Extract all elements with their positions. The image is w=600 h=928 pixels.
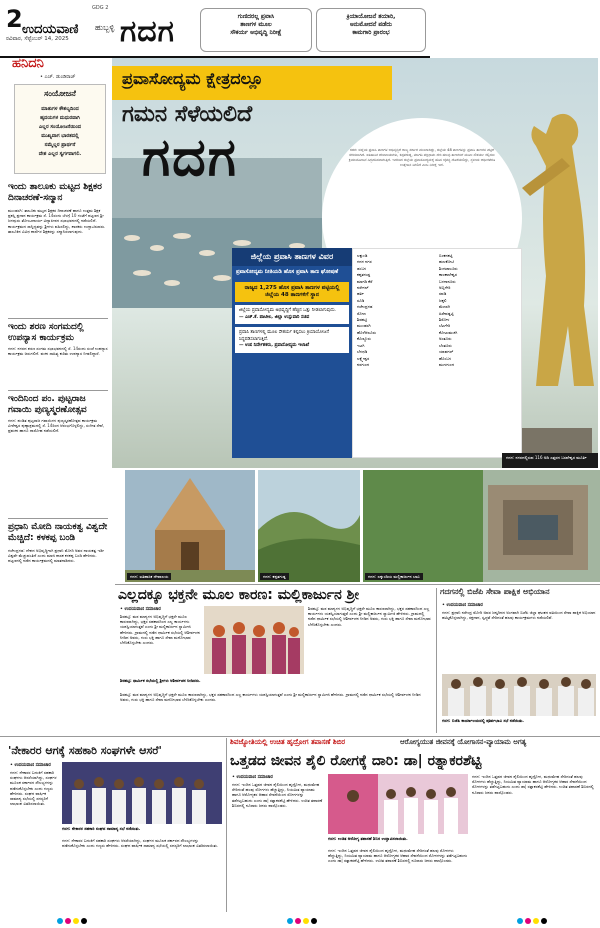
site-item: ನರೇಗಲ್ <box>357 285 369 291</box>
poem-body <box>19 105 101 159</box>
site-item: ಶಿರೋಳ <box>439 317 450 323</box>
header-box-action-plan <box>316 8 426 52</box>
hani-dani-logo: ಹನಿದನಿ <box>12 56 44 71</box>
mallikarjun-body: ಶಿರಹಟ್ಟಿ: ಮಠ ಮಾನ್ಯಗಳ ಅಭಿವೃದ್ಧಿಗೆ ಭಕ್ತರೇ ಮೂಲ ಕಾರಣರಾಗಿದ್ದು, ಭಕ್ತರ ಸಹಕಾರದಿಂದ ಎಲ್ಲ ಕಾರ್ಯಗಳು ಯಶಸ್ವಿಯಾಗುತ್ತವೆ ಎಂದು ಶ್ರೀ ಮಲ್ಲಿಕಾರ್ಜುನ ಸ್ವಾಮೀಜಿ ಹೇಳಿದರು. ಗ್ರಾಮದಲ್ಲಿ ನಡೆದ ಧಾರ್ಮಿಕ ಸಭೆಯಲ್ಲಿ ಆಶೀರ್ವಚನ ನೀಡಿದ ಅವರು, ಗುರು ಭಕ್ತಿ ಹಾಗೂ ಸೇವಾ ಮನೋಭಾವ ಬೆಳೆಸಿಕೊಳ್ಳಬೇಕು ಎಂದರು. <box>120 614 200 646</box>
nekar-headline: 'ನೇಕಾರರ ಆಗಕ್ಕೆ ಸಹಕಾರಿ ಸಂಘಗಳೇ ಆಸರೆ' <box>8 744 162 757</box>
site-item: ಮಾಗಡಿ ಕೆರೆ <box>357 278 373 284</box>
story-teachers-day-headline: ಇಂದು ತಾಲೂಕು ಮಟ್ಟದ ಶಿಕ್ಷಕರ ದಿನಾಚರಣೆ-ಸನ್ಮಾನ <box>8 182 102 203</box>
nekar-photo <box>62 762 222 824</box>
header-box-line: ಗುಣಿದರಲ್ಲ ಪ್ರವಾಸಿ <box>237 13 275 20</box>
story-lecture-headline: ಇಂದು ಶರಣ ಸಂಗಮದಲ್ಲಿ ಉಪನ್ಯಾಸ ಕಾರ್ಯಕ್ರಮ <box>8 322 84 343</box>
site-item: ಬಿಂಕದಕಟ್ಟಿ <box>439 253 453 258</box>
site-item: ಕಾಲಕಾಲೇಶ್ವರ <box>439 272 457 278</box>
newspaper-brand: ಉದಯವಾಣಿ <box>22 22 79 37</box>
site-item: ಅಂತೂರು <box>439 336 452 342</box>
header-box-line: ತಾಣಗಳ ಮೂಲ <box>240 21 272 28</box>
official-quote <box>235 327 349 353</box>
page-number: 2 <box>6 5 23 33</box>
nekar-photo-caption: ಗದಗ: ನೇಕಾರರ ಸಹಕಾರಿ ಸಂಘದ ಸಾಮಾನ್ಯ ಸಭೆ ನಡೆಯಿತು. <box>62 826 141 831</box>
section-rule <box>115 584 600 585</box>
tourism-info-title: ಜಿಲ್ಲೆಯ ಪ್ರವಾಸಿ ತಾಣಗಳ ವಿವರ <box>232 248 352 266</box>
kappatagudda-photo <box>258 470 360 582</box>
site-item: ಮುಂಡರಗಿ <box>357 323 371 329</box>
stepwell-photo <box>363 470 600 582</box>
column-divider <box>8 318 108 319</box>
header-box-infra <box>200 8 312 52</box>
health-headline: ಒತ್ತಡದ ಜೀವನ ಶೈಲಿ ರೋಗಕ್ಕೆ ದಾರಿ: ಡಾ| ರತ್ನಾಕರಶೆಟ್ಟಿ <box>230 753 482 769</box>
tourism-info-box <box>232 248 352 458</box>
site-item: ಗಜೇಂದ್ರಗಡ <box>357 304 373 310</box>
health-body: ಗದಗ: ಇಂದಿನ ಒತ್ತಡದ ಜೀವನ ಶೈಲಿಯಿಂದ ಹೃದ್ರೋಗ, ಮಧುಮೇಹ ಸೇರಿದಂತೆ ಹಲವು ರೋಗಗಳು ಹೆಚ್ಚುತ್ತಿದ್ದು, ನಿಯಮಿತ ವ್ಯಾಯಾಮ ಹಾಗೂ ಆರೋಗ್ಯಕರ ಆಹಾರ ಸೇವನೆಯಿಂದ ರೋಗಗಳನ್ನು ತಡೆಗಟ್ಟಬಹುದು ಎಂದು ಡಾ| ರತ್ನಾಕರಶೆಟ್ಟಿ ಹೇಳಿದರು. ಉಚಿತ ತಪಾಸಣೆ ಶಿಬಿರದಲ್ಲಿ ನೂರಾರು ಜನರು ಪಾಲ್ಗೊಂಡರು. <box>232 782 323 808</box>
hero-feature <box>112 58 598 468</box>
site-item: ಬೆಟಗೇರಿ <box>439 323 451 329</box>
health-photo <box>328 774 468 834</box>
temple-illustration <box>125 470 255 582</box>
temple-photo <box>125 470 255 582</box>
section-title: ಗದಗ <box>120 14 175 49</box>
site-item: ಶಿರಹಟ್ಟಿ <box>357 317 367 323</box>
site-item: ಶಿಂಗಟಾಲೂರು <box>439 265 458 271</box>
dateline: ರವಿವಾರ, ಸೆಪ್ಟೆಂಬರ್ 14, 2025 <box>6 36 69 42</box>
site-item: ಬೆಂತೂರು <box>439 342 452 348</box>
tourism-policy-note: ಪ್ರವಾಸೋದ್ಯಮ ನೀತಿಯಡಿ ಹೊಸ ಪ್ರವಾಸಿ ತಾಣ ಘೋಷಣೆ <box>236 269 339 275</box>
poem-box <box>14 84 106 174</box>
hero-headline-line1: ಪ್ರವಾಸೋದ್ಯಮ ಕ್ಷೇತ್ರದಲ್ಲೂ <box>122 69 264 88</box>
site-item: ಯಾವಗಲ್ <box>439 349 454 355</box>
site-item: ಇಟಗಿ <box>357 342 365 348</box>
poem-line: ಮುಖ್ಯವಾಗ ಭಾರತದಲ್ಲಿ <box>41 133 79 139</box>
hero-headline-line2: ಗಮನ ಸೆಳೆಯಲಿದೆ <box>122 102 253 127</box>
minister-quote <box>235 305 349 324</box>
site-item: ಕೊಣ್ಣೂರು <box>357 336 371 342</box>
column-divider <box>436 588 437 733</box>
tourism-stat-highlight: ರಾಜ್ಯದ 1,275 ಹೊಸ ಪ್ರವಾಸಿ ತಾಣಗಳ ಪಟ್ಟಿಯಲ್ಲಿ ಜಿಲ್ಲೆಯ 48 ತಾಣಗಳಿಗೆ ಸ್ಥಾನ <box>235 282 349 302</box>
story-teachers-day-body: ಮುಂಡರಗಿ: ತಾಲೂಕು ಮಟ್ಟದ ಶಿಕ್ಷಕರ ದಿನಾಚರಣೆ ಹಾಗೂ ಉತ್ತಮ ಶಿಕ್ಷಕ ಪ್ರಶಸ್ತಿ ಪ್ರದಾನ ಕಾರ್ಯಕ್ರಮ ಸೆ. 14ರಂದು ಬೆಳಗ್ಗೆ 10 ಗಂಟೆಗೆ ಪಟ್ಟಣದ ಶ್ರೀ ಜಗದ್ಗುರು ತೋಂಟದಾರ್ಯ ವಿದ್ಯಾಪೀಠದ ಸಭಾಭವನದಲ್ಲಿ ನಡೆಯಲಿದೆ. ಕಾರ್ಯಕ್ರಮದ ಸಾನ್ನಿಧ್ಯವನ್ನು ಶ್ರೀಗಳು ವಹಿಸಲಿದ್ದು, ಶಾಸಕರು ಉದ್ಘಾಟಿಸುವರು. ತಾಲೂಕಿನ ವಿವಿಧ ಶಾಲೆಗಳ ಶಿಕ್ಷಕರನ್ನು ಸನ್ಮಾನಿಸಲಾಗುವುದು. <box>8 208 106 234</box>
poem-line: ಮಾತುಗಳ ಕೌಶಲ್ಯದಿಂದ <box>41 106 79 112</box>
story-lecture-body: ಗದಗ: ನಗರದ ಶರಣ ಸಂಗಮ ಸಭಾಭವನದಲ್ಲಿ ಸೆ. 14ರಂದು ಸಂಜೆ ಉಪನ್ಯಾಸ ಕಾರ್ಯಕ್ರಮ ಜರುಗಲಿದೆ. ವಚನ ಸಾಹಿತ್ಯ ಕುರಿತು ಉಪನ್ಯಾಸ ನೀಡಲಿದ್ದಾರೆ. <box>8 346 108 357</box>
yoga-kicker: ಆರೋಗ್ಯಯುತ ಜೀವನಕ್ಕೆ ಯೋಗಾಸನ-ವ್ಯಾಯಾಮ ಅಗತ್ಯ <box>400 738 527 746</box>
poem-title: ಸಂಯೋಜನೆ <box>44 89 76 98</box>
bjp-photo-caption: ಗದಗ: ಬಿಜೆಪಿ ಕಾರ್ಯಾಲಯದಲ್ಲಿ ಪೂರ್ವಭಾವಿ ಸಭೆ ನಡೆಯಿತು. <box>442 718 524 723</box>
bjp-byline: • ಉದಯವಾಣಿ ಸಮಾಚಾರ <box>442 603 483 608</box>
quote-text: ಜಿಲ್ಲೆಯ ಪ್ರವಾಸೋದ್ಯಮ ಅಭಿವೃದ್ಧಿಗೆ ಹೆಚ್ಚಿನ ಒತ್ತು ನೀಡಲಾಗುವುದು. <box>239 308 337 313</box>
site-item: ನರಗುಂದ <box>357 361 370 367</box>
hills-illustration <box>258 470 360 582</box>
stepwell-illustration <box>363 470 600 582</box>
site-item: ರೋಣ <box>357 310 366 316</box>
header-box-line: ಅನುಮೋದನೆ ಪಡೆದು <box>349 21 393 28</box>
quote-text: ಪ್ರವಾಸಿ ತಾಣಗಳಲ್ಲಿ ಮೂಲ ಸೌಕರ್ಯ ಕಲ್ಪಿಸಲು ಕ್ರಿಯಾಯೋಜನೆ ಸಿದ್ಧಪಡಿಸಲಾಗುತ್ತಿದೆ. <box>239 330 330 342</box>
bjp-headline: ಗದಗನಲ್ಲಿ ಬಿಜೆಪಿ ಸೇವಾ ಪಾಕ್ಷಿಕ ಅಭಿಯಾನ <box>440 587 550 596</box>
site-item: ಅಬ್ಬಿಗೇರಿ <box>439 285 451 291</box>
nekar-byline: • ಉದಯವಾಣಿ ಸಮಾಚಾರ <box>10 763 51 768</box>
column-divider <box>226 738 227 912</box>
hero-big-title: ಗದಗ <box>142 128 238 188</box>
health-camp-illustration <box>328 774 468 834</box>
poem-line: ಹೃದಯಗಳ ಮಧುರವಾಗಿ <box>40 115 80 121</box>
site-item: ಲಕ್ಷ್ಮೇಶ್ವರ <box>357 355 370 361</box>
poem-line: ದೇಶ ಎಲ್ಲರ ಸ್ವರ್ಗವಾಗಲಿ. <box>38 151 82 157</box>
tourist-sites-col-a <box>357 253 437 368</box>
tourist-sites-list <box>352 248 522 458</box>
edition-region: ಹುಬ್ಬಳ್ಳಿ <box>95 23 115 32</box>
stage-photo-illustration <box>62 762 222 824</box>
poem-line: ಎಲ್ಲರ ಸಂಯೋಜನೆಯಿಂದ <box>38 124 82 130</box>
bjp-photo <box>442 674 596 716</box>
print-registration-marks <box>0 914 600 928</box>
story-puttaraj-headline: ಇಂದಿನಿಂದ ಪಂ. ಪುಟ್ಟರಾಜ ಗವಾಯಿ ಪುಣ್ಯಸ್ಮರಣೋತ್ಸವ <box>8 394 87 415</box>
hero-story-body: ಗದಗ: ಜಿಲ್ಲೆಯ ಪ್ರವಾಸಿ ತಾಣಗಳ ಅಭಿವೃದ್ಧಿಗೆ ರಾಜ್ಯ ಸರ್ಕಾರ ಮುಂದಾಗಿದ್ದು, ಜಿಲ್ಲೆಯ 48 ತಾಣಗಳನ್ನು ಪ್ರವಾಸಿ ತಾಣಗಳ ಪಟ್ಟಿಗೆ ಸೇರಿಸಲಾಗಿದೆ. ಐತಿಹಾಸಿಕ ದೇವಾಲಯಗಳು, ಕಪ್ಪತಗುಡ್ಡ, ಮಾಗಡಿ ಪಕ್ಷಿಧಾಮ ಸೇರಿ ಹಲವು ತಾಣಗಳಿಗೆ ಮೂಲ ಸೌಕರ್ಯ ಕಲ್ಪಿಸಲು ಕ್ರಿಯಾಯೋಜನೆ ಸಿದ್ಧಪಡಿಸಲಾಗುತ್ತಿದೆ. ಇದರಿಂದ ಜಿಲ್ಲೆಯ ಪ್ರವಾಸೋದ್ಯಮಕ್ಕೆ ಹೊಸ ಚೈತನ್ಯ ದೊರೆಯಲಿದ್ದು, ಸ್ಥಳೀಯ ಆರ್ಥಿಕತೆಗೂ ಉತ್ತೇಜನ ಸಿಗಲಿದೆ ಎಂಬ ನಿರೀಕ್ಷೆ ಇದೆ. <box>348 148 496 167</box>
quote-attribution: — ಉಪ ನಿರ್ದೇಶಕರು, ಪ್ರವಾಸೋದ್ಯಮ ಇಲಾಖೆ <box>239 343 310 349</box>
site-item: ಹುಲಕೋಟಿ <box>439 259 454 265</box>
group-photo-illustration <box>204 606 304 674</box>
meeting-photo-illustration <box>442 674 596 716</box>
site-item: ಸೂಡಿ <box>357 297 365 303</box>
mallikarjun-photo-caption: ಶಿರಹಟ್ಟಿ: ಧಾರ್ಮಿಕ ಸಭೆಯಲ್ಲಿ ಶ್ರೀಗಳು ಆಶೀರ್ವಚನ ನೀಡಿದರು. <box>120 678 201 683</box>
header-box-line: ಕ್ರಿಯಾಯೋಜನೆ ತಯಾರಿ, <box>346 13 396 20</box>
site-item: ಹೊಂಬಳ <box>439 355 452 361</box>
health-body-more: ಗದಗ: ಇಂದಿನ ಒತ್ತಡದ ಜೀವನ ಶೈಲಿಯಿಂದ ಹೃದ್ರೋಗ, ಮಧುಮೇಹ ಸೇರಿದಂತೆ ಹಲವು ರೋಗಗಳು ಹೆಚ್ಚುತ್ತಿದ್ದು, ನಿಯಮಿತ ವ್ಯಾಯಾಮ ಹಾಗೂ ಆರೋಗ್ಯಕರ ಆಹಾರ ಸೇವನೆಯಿಂದ ರೋಗಗಳನ್ನು ತಡೆಗಟ್ಟಬಹುದು ಎಂದು ಡಾ| ರತ್ನಾಕರಶೆಟ್ಟಿ ಹೇಳಿದರು. ಉಚಿತ ತಪಾಸಣೆ ಶಿಬಿರದಲ್ಲಿ ನೂರಾರು ಜನರು ಪಾಲ್ಗೊಂಡರು. <box>472 774 594 795</box>
column-divider <box>8 390 108 391</box>
health-byline: • ಉದಯವಾಣಿ ಸಮಾಚಾರ <box>232 775 273 780</box>
header-box-line: ಸೌಕರ್ಯ ಅಭಿವೃದ್ಧಿ ನಿರೀಕ್ಷೆ <box>230 29 282 36</box>
health-body-cont: ಗದಗ: ಇಂದಿನ ಒತ್ತಡದ ಜೀವನ ಶೈಲಿಯಿಂದ ಹೃದ್ರೋಗ, ಮಧುಮೇಹ ಸೇರಿದಂತೆ ಹಲವು ರೋಗಗಳು ಹೆಚ್ಚುತ್ತಿದ್ದು, ನಿಯಮಿತ ವ್ಯಾಯಾಮ ಹಾಗೂ ಆರೋಗ್ಯಕರ ಆಹಾರ ಸೇವನೆಯಿಂದ ರೋಗಗಳನ್ನು ತಡೆಗಟ್ಟಬಹುದು ಎಂದು ಡಾ| ರತ್ನಾಕರಶೆಟ್ಟಿ ಹೇಳಿದರು. ಉಚಿತ ತಪಾಸಣೆ ಶಿಬಿರದಲ್ಲಿ ನೂರಾರು ಜನರು ಪಾಲ್ಗೊಂಡರು. <box>328 848 468 864</box>
site-item: ಮುಳಗುಂದ <box>439 361 455 367</box>
site-item: ಮೆಣಸಗಿ <box>439 304 451 310</box>
page-tag: GDG 2 <box>92 5 109 11</box>
site-item: ಬಳಗಾನೂರು <box>439 278 456 284</box>
section-rule <box>0 736 600 737</box>
story-puttaraj-body: ಗದಗ: ಪಂಡಿತ ಪುಟ್ಟರಾಜ ಗವಾಯಿಗಳ ಪುಣ್ಯಸ್ಮರಣೋತ್ಸವ ಕಾರ್ಯಕ್ರಮ ವೀರೇಶ್ವರ ಪುಣ್ಯಾಶ್ರಮದಲ್ಲಿ ಸೆ. 14ರಿಂದ ಆರಂಭಗೊಳ್ಳಲಿದ್ದು, ಸಂಗೀತ ಸೇವೆ, ಪ್ರವಚನ ಹಾಗೂ ದಾಸೋಹ ನಡೆಯಲಿದೆ. <box>8 418 105 434</box>
site-item: ಹೊಳೆಆಲೂರು <box>357 329 376 335</box>
site-item: ಕಪ್ಪತಗುಡ್ಡ <box>357 272 371 278</box>
mallikarjun-photo <box>204 606 304 674</box>
hani-dani-author: • ಎಚ್. ಡುಂಡಿರಾಜ್ <box>40 74 76 80</box>
site-item: ಸವಡಿ <box>439 291 447 297</box>
site-item: ಹಿರೇವಡ್ಡಟ್ಟಿ <box>439 310 454 316</box>
site-item: ಬೆಳಧಡಿ <box>357 349 368 355</box>
site-item: ಹರ್ತಿ <box>357 291 364 297</box>
story-modi-headline: ಪ್ರಧಾನಿ ಮೋದಿ ನಾಯಕತ್ವ ವಿಶ್ವದೇ ಮೆಚ್ಚಿದೆ: ಕಳಕಪ್ಪ ಬಂಡಿ <box>8 522 108 543</box>
health-photo-caption: ಗದಗ: ಉಚಿತ ಆರೋಗ್ಯ ತಪಾಸಣೆ ಶಿಬಿರ ಉದ್ಘಾಟಿಸಲಾಯಿತು. <box>328 836 408 841</box>
mallikarjun-headline: ಎಲ್ಲದಕ್ಕೂ ಭಕ್ತನೇ ಮೂಲ ಕಾರಣ: ಮಲ್ಲಿಕಾರ್ಜುನ ಶ್ರೀ <box>118 587 359 603</box>
column-divider <box>8 518 108 519</box>
kappatagudda-caption: ಗದಗ: ಕಪ್ಪತಗುಡ್ಡ <box>260 573 289 580</box>
mallikarjun-byline: • ಉದಯವಾಣಿ ಸಮಾಚಾರ <box>120 607 161 612</box>
site-item: ಲಕ್ಕುಂಡಿ <box>357 253 368 258</box>
quote-attribution: — ಎಚ್.ಕೆ. ಪಾಟೀಲ, ಜಿಲ್ಲಾ ಉಸ್ತುವಾರಿ ಸಚಿವ <box>239 314 310 320</box>
mallikarjun-body-more: ಶಿರಹಟ್ಟಿ: ಮಠ ಮಾನ್ಯಗಳ ಅಭಿವೃದ್ಧಿಗೆ ಭಕ್ತರೇ ಮೂಲ ಕಾರಣರಾಗಿದ್ದು, ಭಕ್ತರ ಸಹಕಾರದಿಂದ ಎಲ್ಲ ಕಾರ್ಯಗಳು ಯಶಸ್ವಿಯಾಗುತ್ತವೆ ಎಂದು ಶ್ರೀ ಮಲ್ಲಿಕಾರ್ಜುನ ಸ್ವಾಮೀಜಿ ಹೇಳಿದರು. ಗ್ರಾಮದಲ್ಲಿ ನಡೆದ ಧಾರ್ಮಿಕ ಸಭೆಯಲ್ಲಿ ಆಶೀರ್ವಚನ ನೀಡಿದ ಅವರು, ಗುರು ಭಕ್ತಿ ಹಾಗೂ ಸೇವಾ ಮನೋಭಾವ ಬೆಳೆಸಿಕೊಳ್ಳಬೇಕು ಎಂದರು. <box>120 692 421 703</box>
heart-camp-kicker: ಶಿವಜ್ಯೋತಿಯಲ್ಲಿ ಉಚಿತ ಹೃದ್ರೋಗ ತಪಾಸಣೆ ಶಿಬಿರ <box>230 738 346 746</box>
statue-caption: ಗದಗ: ನಗರದಲ್ಲಿರುವ 116 ಅಡಿ ಎತ್ತರದ ಬಸವೇಶ್ವರ ಮೂರ್ತಿ <box>502 453 598 468</box>
bjp-body: ಗದಗ: ಪ್ರಧಾನಿ ನರೇಂದ್ರ ಮೋದಿ ಅವರ ಜನ್ಮದಿನದ ಅಂಗವಾಗಿ ಬಿಜೆಪಿ ಜಿಲ್ಲಾ ಘಟಕದ ವತಿಯಿಂದ ಸೇವಾ ಪಾಕ್ಷಿಕ ಅಭಿಯಾನ ಹಮ್ಮಿಕೊಳ್ಳಲಾಗಿದ್ದು, ರಕ್ತದಾನ, ಸ್ವಚ್ಛತೆ ಸೇರಿದಂತೆ ಹಲವು ಕಾರ್ಯಕ್ರಮಗಳು ನಡೆಯಲಿವೆ. <box>442 610 596 621</box>
nekar-body: ಗದಗ: ನೇಕಾರರ ಬದುಕಿಗೆ ಸಹಕಾರಿ ಸಂಘಗಳು ಆಸರೆಯಾಗಿದ್ದು, ಸಂಘಗಳ ಮೂಲಕ ಸರ್ಕಾರದ ಸೌಲಭ್ಯಗಳನ್ನು ಪಡೆದುಕೊಳ್ಳಬೇಕು ಎಂದು ಗಣ್ಯರು ಹೇಳಿದರು. ಸಂಘದ ವಾರ್ಷಿಕ ಸಾಮಾನ್ಯ ಸಭೆಯಲ್ಲಿ ಸದಸ್ಯರಿಗೆ ಲಾಭಾಂಶ ವಿತರಿಸಲಾಯಿತು. <box>10 770 57 807</box>
header-box-line: ಕಾಮಗಾರಿ ಪ್ರಾರಂಭ <box>352 29 390 36</box>
stepwell-caption: ಗದಗ: ಲಕ್ಕುಂಡಿಯ ಮಲ್ಲಿಕಾರ್ಜುನ ಬಾವಿ <box>365 573 423 580</box>
temple-photo-caption: ಗದಗ: ಐತಿಹಾಸಿಕ ದೇವಾಲಯ <box>127 573 171 580</box>
site-item: ಗದಗ ನಗರ <box>357 259 372 265</box>
site-item: ಕೋಟುಮಚಗಿ <box>439 329 458 335</box>
mallikarjun-body-cont: ಶಿರಹಟ್ಟಿ: ಮಠ ಮಾನ್ಯಗಳ ಅಭಿವೃದ್ಧಿಗೆ ಭಕ್ತರೇ ಮೂಲ ಕಾರಣರಾಗಿದ್ದು, ಭಕ್ತರ ಸಹಕಾರದಿಂದ ಎಲ್ಲ ಕಾರ್ಯಗಳು ಯಶಸ್ವಿಯಾಗುತ್ತವೆ ಎಂದು ಶ್ರೀ ಮಲ್ಲಿಕಾರ್ಜುನ ಸ್ವಾಮೀಜಿ ಹೇಳಿದರು. ಗ್ರಾಮದಲ್ಲಿ ನಡೆದ ಧಾರ್ಮಿಕ ಸಭೆಯಲ್ಲಿ ಆಶೀರ್ವಚನ ನೀಡಿದ ಅವರು, ಗುರು ಭಕ್ತಿ ಹಾಗೂ ಸೇವಾ ಮನೋಭಾವ ಬೆಳೆಸಿಕೊಳ್ಳಬೇಕು ಎಂದರು. <box>308 606 431 627</box>
basaveshwara-statue-photo <box>512 98 598 468</box>
nekar-body-cont: ಗದಗ: ನೇಕಾರರ ಬದುಕಿಗೆ ಸಹಕಾರಿ ಸಂಘಗಳು ಆಸರೆಯಾಗಿದ್ದು, ಸಂಘಗಳ ಮೂಲಕ ಸರ್ಕಾರದ ಸೌಲಭ್ಯಗಳನ್ನು ಪಡೆದುಕೊಳ್ಳಬೇಕು ಎಂದು ಗಣ್ಯರು ಹೇಳಿದರು. ಸಂಘದ ವಾರ್ಷಿಕ ಸಾಮಾನ್ಯ ಸಭೆಯಲ್ಲಿ ಸದಸ್ಯರಿಗೆ ಲಾಭಾಂಶ ವಿತರಿಸಲಾಯಿತು. <box>62 838 219 849</box>
tourist-sites-col-b <box>439 253 519 368</box>
poem-line: ನಮ್ಮೆಲ್ಲರ ಪ್ರಾರ್ಥನೆ <box>44 142 76 148</box>
site-item: ಜಕ್ಕಲಿ <box>439 297 447 303</box>
site-item: ಡಂಬಳ <box>357 265 367 271</box>
story-modi-body: ಗಜೇಂದ್ರಗಡ: ದೇಶದ ಅಭಿವೃದ್ಧಿಗಾಗಿ ಪ್ರಧಾನಿ ಮೋದಿ ಅವರ ನಾಯಕತ್ವ ಇಡೀ ವಿಶ್ವವೇ ಮೆಚ್ಚುವಂತಿದೆ ಎಂದು ಮಾಜಿ ಶಾಸಕ ಕಳಕಪ್ಪ ಬಂಡಿ ಹೇಳಿದರು. ಪಟ್ಟಣದಲ್ಲಿ ನಡೆದ ಕಾರ್ಯಕ್ರಮದಲ್ಲಿ ಮಾತನಾಡಿದರು. <box>8 548 104 564</box>
